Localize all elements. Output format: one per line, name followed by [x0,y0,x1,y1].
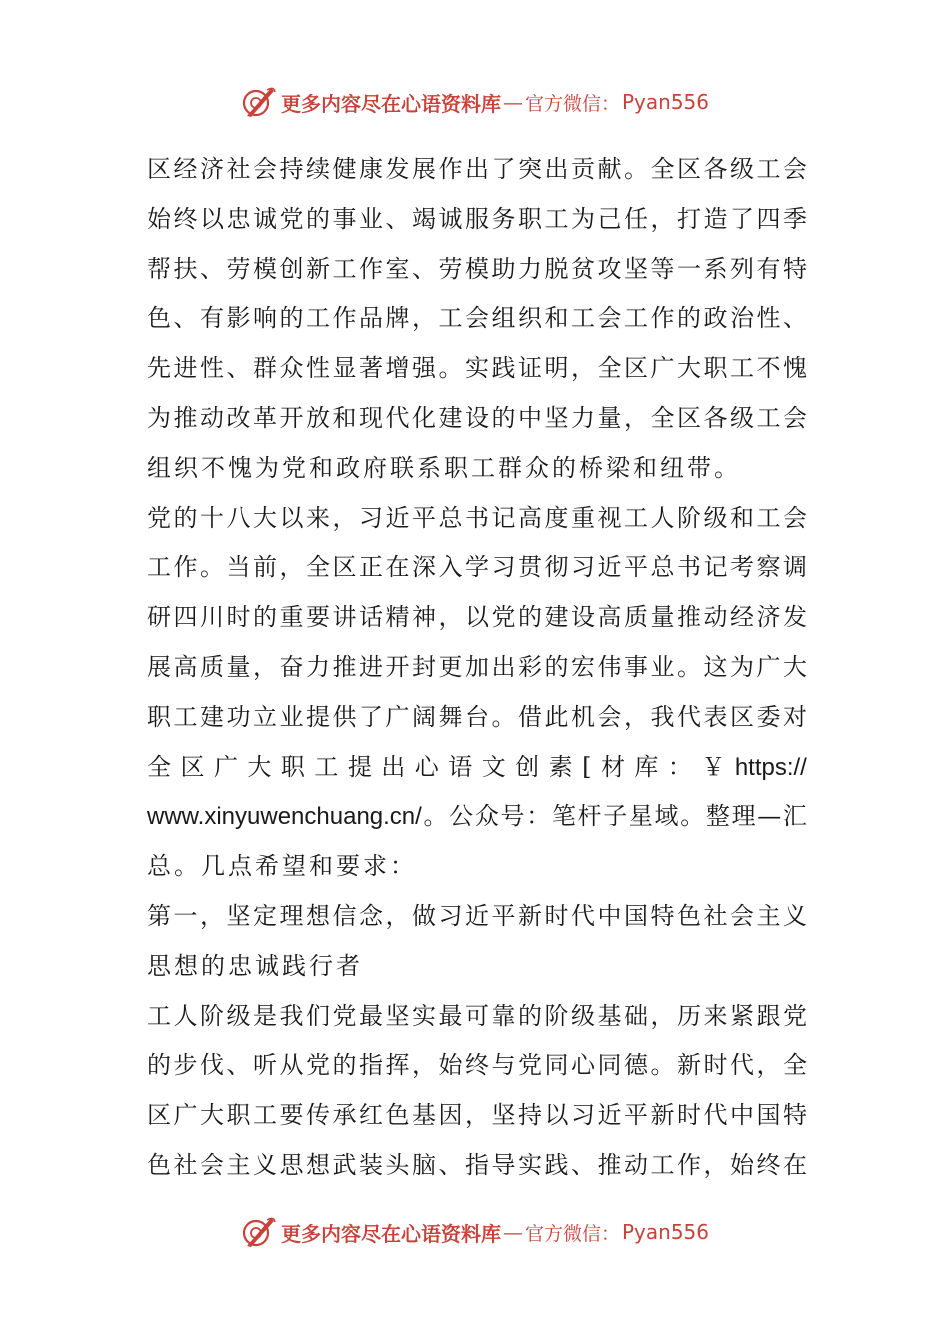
quill-pen-seal-icon [241,1214,277,1250]
watermark-separator: — [502,1220,523,1244]
text-line: 第 一 ， 坚 定 理 想 信 念 ， 做 习 近 平 新 时 代 中 国 特 色 社 会 主 义 [147,901,807,930]
watermark-label: 官方微信： [524,92,620,115]
quill-pen-seal-icon [241,84,277,120]
text-line: 帮 扶 、 劳 模 创 新 工 作 室 、 劳 模 助 力 脱 贫 攻 坚 等 一 系 列 有 特 [147,254,807,283]
text-line: 总。几点希望和要求： [147,852,417,881]
watermark-separator: — [502,90,523,114]
text-line: 展 高 质 量 ， 奋 力 推 进 开 封 更 加 出 彩 的 宏 伟 事 业 。 这 为 广 大 [147,652,807,681]
text-line: 始 终 以 忠 诚 党 的 事 业 、 竭 诚 服 务 职 工 为 己 任 ， 打 造 了 四 季 [147,204,807,233]
text-line: 全 区 广 大 职 工 提 出 心 语 文 创 素 [ 材 库 ： ￥ https:// [147,752,807,781]
text-line: 色 、 有 影 响 的 工 作 品 牌 ， 工 会 组 织 和 工 会 工 作 的 政 治 性 、 [147,304,807,333]
text-line: 的 步 伐 、 听 从 党 的 指 挥 ， 始 终 与 党 同 心 同 德 。 新 时 代 ， 全 [147,1051,807,1080]
text-line: www.xinyuwenchuang.cn/ 。 公 众 号 ： 笔 杆 子 星 域 。 整 理 — 汇 [147,802,807,831]
text-line: 工 人 阶 级 是 我 们 党 最 坚 实 最 可 靠 的 阶 级 基 础 ， 历 来 紧 跟 党 [147,1001,807,1030]
watermark-wechat-id: Pyan556 [622,1220,710,1244]
header-watermark [0,82,950,122]
text-line: 区 经 济 社 会 持 续 健 康 发 展 作 出 了 突 出 贡 献 。 全 区 各 级 工 会 [147,155,807,183]
text-line: 思想的忠诚践行者 [147,951,363,980]
text-line: 研 四 川 时 的 重 要 讲 话 精 神 ， 以 党 的 建 设 高 质 量 推 动 经 济 发 [147,603,807,632]
watermark-wechat-id: Pyan556 [622,90,710,114]
document-body [147,145,807,1191]
text-line: 色 社 会 主 义 思 想 武 装 头 脑 、 指 导 实 践 、 推 动 工 作 ， 始 终 在 [147,1150,807,1179]
watermark-brand: 更多内容尽在心语资料库 [280,91,501,116]
text-line: 先 进 性 、 群 众 性 显 著 增 强 。 实 践 证 明 ， 全 区 广 大 职 工 不 愧 [147,354,807,383]
text-line: 工 作 。 当 前 ， 全 区 正 在 深 入 学 习 贯 彻 习 近 平 总 书 记 考 察 调 [147,553,807,582]
text-line: 党 的 十 八 大 以 来 ， 习 近 平 总 书 记 高 度 重 视 工 人 阶 级 和 工 会 [147,503,807,532]
text-line: 区 广 大 职 工 要 传 承 红 色 基 因 ， 坚 持 以 习 近 平 新 时 代 中 国 特 [147,1101,807,1130]
text-line: 为 推 动 改 革 开 放 和 现 代 化 建 设 的 中 坚 力 量 ， 全 区 各 级 工 会 [147,403,807,432]
text-line: 职 工 建 功 立 业 提 供 了 广 阔 舞 台 。 借 此 机 会 ， 我 代 表 区 委 对 [147,702,807,731]
watermark-brand: 更多内容尽在心语资料库 [280,1221,501,1246]
footer-watermark [0,1212,950,1252]
watermark-label: 官方微信： [524,1222,620,1245]
text-line: 组织不愧为党和政府联系职工群众的桥梁和纽带。 [147,453,741,482]
